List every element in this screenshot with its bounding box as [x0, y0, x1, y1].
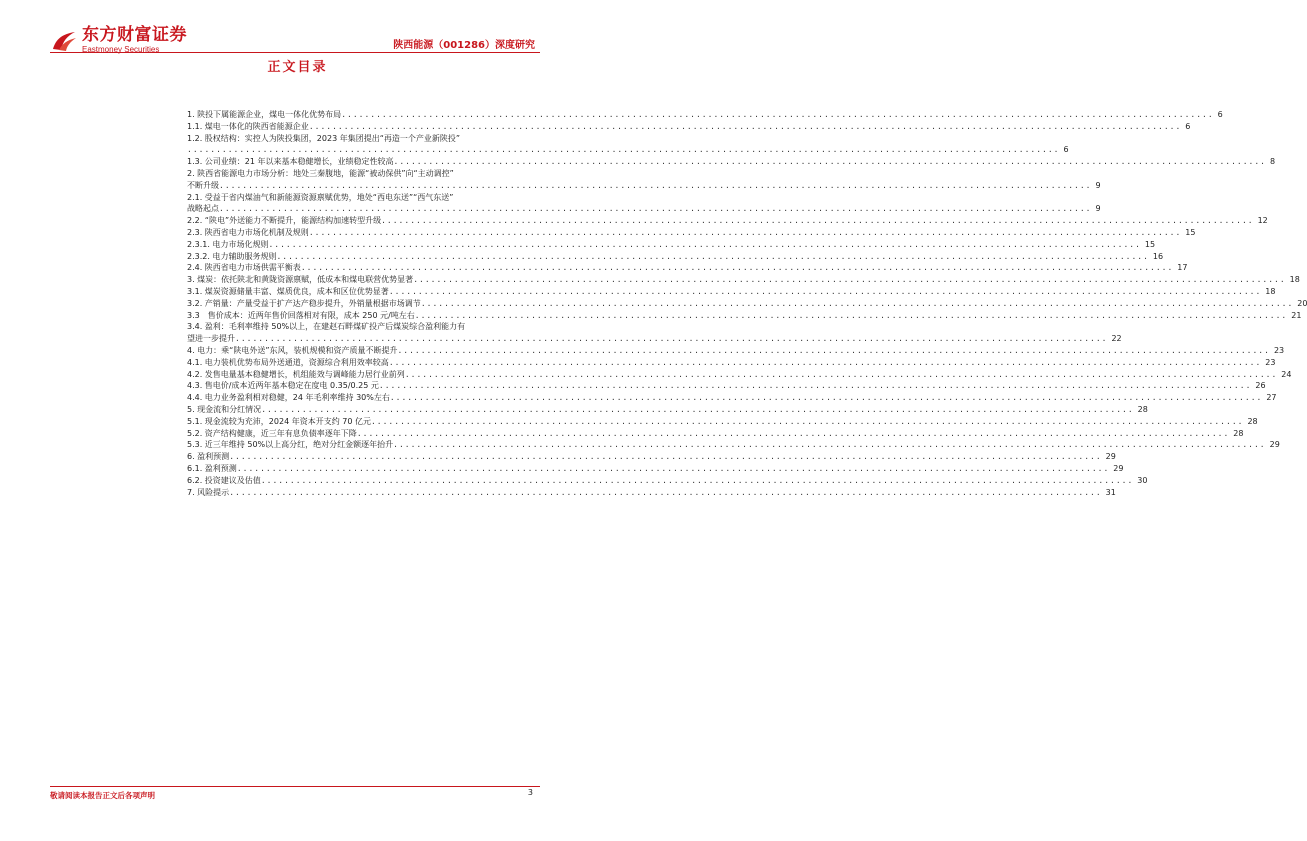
toc-entry[interactable]: [187, 144, 1069, 156]
toc-page-number: 15: [1144, 239, 1156, 249]
toc-page-number: 21: [1291, 310, 1302, 320]
toc-dot-leader: [371, 416, 1243, 428]
toc-entry[interactable]: [187, 227, 1196, 239]
logo-english-name: Eastmoney Securities: [82, 45, 160, 54]
toc-page-number: 17: [1177, 263, 1188, 273]
toc-dot-leader: [237, 463, 1109, 475]
toc-entry[interactable]: [187, 439, 1280, 451]
header-divider: [50, 52, 540, 53]
toc-page-number: 12: [1257, 216, 1268, 226]
toc-dot-leader: [413, 274, 1285, 286]
toc-entry-text: 3.1. 煤炭资源储量丰富、煤质优良，成本和区位优势显著: [187, 286, 389, 296]
toc-entry[interactable]: [187, 369, 1292, 381]
toc-page-number: 29: [1269, 440, 1280, 450]
toc-page-number: 27: [1266, 393, 1277, 403]
page-title: 正文目录: [267, 60, 328, 75]
toc-page-number: 16: [1152, 251, 1164, 261]
company-logo: [50, 27, 187, 54]
toc-entry[interactable]: [187, 357, 1276, 369]
toc-entry[interactable]: [187, 463, 1124, 475]
toc-dot-leader: [268, 239, 1140, 251]
table-of-contents: [187, 109, 1307, 498]
toc-entry-text: 3.3 售价成本：近两年售价回落相对有限，成本 250 元/吨左右: [187, 310, 415, 320]
toc-page-number: 9: [1095, 180, 1101, 190]
toc-entry-text: 6. 盈利预测: [187, 452, 230, 462]
toc-page-number: 6: [1217, 110, 1223, 119]
toc-entry-text[interactable]: 3.4. 盈利：毛利率维持 50%以上，在建赵石畔煤矿投产后煤炭综合盈利能力有: [187, 322, 466, 332]
toc-page-number: 9: [1095, 204, 1101, 214]
toc-entry-text: 2.3. 陕西省电力市场化机制及规则: [187, 227, 309, 237]
toc-dot-leader: [397, 345, 1269, 357]
toc-entry-text: 4. 电力：乘“陕电外送”东风，装机规模和资产质量不断提升: [187, 345, 398, 355]
toc-dot-leader: [341, 109, 1213, 121]
toc-entry[interactable]: [187, 215, 1268, 227]
toc-page-number: 23: [1273, 345, 1285, 355]
toc-entry-text: 2.3.2. 电力辅助服务规则: [187, 251, 277, 261]
toc-entry[interactable]: [187, 416, 1258, 428]
toc-entry-text: 2.4. 陕西省电力市场供需平衡表: [187, 263, 301, 273]
toc-entry-text: 4.4. 电力业务盈利相对稳健，24 年毛利率维持 30%左右: [187, 393, 390, 403]
toc-entry-text[interactable]: 2. 陕西省能源电力市场分析：地处三秦腹地，能源“被动保供”向“主动调控”: [187, 168, 454, 178]
toc-entry[interactable]: [187, 380, 1266, 392]
toc-entry[interactable]: [187, 180, 1101, 192]
toc-entry-text: 7. 风险提示: [187, 487, 230, 497]
toc-dot-leader: [357, 428, 1229, 440]
toc-entry[interactable]: [187, 109, 1223, 121]
toc-page-number: 30: [1137, 475, 1148, 485]
footer-disclaimer: 敬请阅读本报告正文后各项声明: [50, 791, 155, 800]
toc-page-number: 22: [1111, 334, 1122, 344]
toc-entry-text: 6.2. 投资建议及估值: [187, 475, 261, 485]
toc-dot-leader: [390, 392, 1262, 404]
toc-entry-text: 6.1. 盈利预测: [187, 463, 237, 473]
toc-entry-text: 1.3. 公司业绩：21 年以来基本稳健增长，业绩稳定性较高: [187, 157, 394, 167]
toc-entry-text: 3. 煤炭：依托陕北和黄陇资源禀赋，低成本和煤电联营优势显著: [187, 275, 414, 285]
toc-page-number: 8: [1270, 157, 1276, 167]
toc-page-number: 31: [1105, 487, 1116, 497]
toc-dot-leader: [229, 451, 1101, 463]
toc-dot-leader: [235, 333, 1107, 345]
toc-entry-text: 5.1. 现金流较为充沛，2024 年资本开支约 70 亿元: [187, 416, 371, 426]
toc-entry-text: 5.2. 资产结构健康，近三年有息负债率逐年下降: [187, 428, 357, 438]
toc-page-number: 24: [1281, 369, 1292, 379]
toc-page-number: 6: [1063, 145, 1069, 155]
toc-dot-leader: [229, 487, 1101, 499]
toc-entry[interactable]: [187, 487, 1116, 499]
toc-dot-leader: [421, 298, 1293, 310]
toc-dot-leader: [187, 144, 1059, 156]
footer-divider: [50, 786, 540, 787]
toc-dot-leader: [219, 180, 1091, 192]
page-number: 3: [527, 788, 533, 797]
toc-dot-leader: [309, 121, 1181, 133]
toc-entry[interactable]: [187, 274, 1300, 286]
toc-page-number: 6: [1185, 121, 1191, 131]
toc-entry[interactable]: [187, 392, 1277, 404]
toc-entry[interactable]: [187, 286, 1276, 298]
logo-chinese-name: 东方财富证券: [82, 25, 187, 45]
toc-dot-leader: [379, 380, 1251, 392]
toc-page-number: 20: [1297, 298, 1307, 308]
toc-entry-text: 4.3. 售电价/成本近两年基本稳定在度电 0.35/0.25 元: [187, 381, 379, 391]
toc-page-number: 29: [1113, 463, 1124, 473]
toc-entry[interactable]: [187, 333, 1122, 345]
toc-page-number: 15: [1185, 227, 1196, 237]
toc-page-number: 18: [1265, 286, 1276, 296]
toc-page-number: 26: [1255, 381, 1266, 391]
toc-entry[interactable]: [187, 203, 1101, 215]
toc-entry-text: 2.3.1. 电力市场化规则: [187, 239, 269, 249]
toc-entry[interactable]: [187, 404, 1148, 416]
toc-entry[interactable]: [187, 298, 1307, 310]
toc-page-number: 28: [1137, 404, 1148, 414]
toc-entry[interactable]: [187, 451, 1116, 463]
eastmoney-logo-icon: [50, 29, 78, 53]
toc-entry-text: 5. 现金流和分红情况: [187, 404, 262, 414]
toc-entry[interactable]: [187, 156, 1276, 168]
toc-dot-leader: [276, 251, 1148, 263]
toc-entry[interactable]: [187, 251, 1164, 263]
toc-dot-leader: [415, 310, 1287, 322]
toc-entry[interactable]: [187, 262, 1188, 274]
toc-entry-text: 4.2. 发售电量基本稳健增长，机组能效与调峰能力居行业前列: [187, 369, 405, 379]
toc-entry[interactable]: [187, 310, 1302, 322]
toc-entry[interactable]: [187, 239, 1156, 251]
toc-entry-text[interactable]: 2.1. 受益于省内煤油气和新能源资源禀赋优势，地处“西电东送”“西气东送”: [187, 192, 454, 202]
toc-entry-continuation: 望进一步提升: [187, 334, 235, 344]
toc-page-number: 28: [1247, 416, 1258, 426]
toc-dot-leader: [301, 262, 1173, 274]
toc-entry[interactable]: [187, 121, 1191, 133]
report-title: 陕西能源（001286）深度研究: [393, 40, 535, 51]
toc-entry-continuation: 不断升级: [187, 180, 219, 190]
toc-entry-continuation: 战略起点: [187, 204, 219, 214]
toc-page-number: 23: [1265, 357, 1276, 367]
toc-dot-leader: [394, 156, 1266, 168]
toc-dot-leader: [405, 369, 1277, 381]
toc-dot-leader: [219, 203, 1091, 215]
toc-page-number: 18: [1289, 275, 1300, 285]
toc-page-number: 29: [1105, 452, 1116, 462]
toc-entry[interactable]: [187, 345, 1285, 357]
toc-entry-text: 2.2. “陕电”外送能力不断提升，能源结构加速转型升级: [187, 216, 382, 226]
toc-entry-text[interactable]: 1.2. 股权结构：实控人为陕投集团，2023 年集团提出“再造一个产业新陕投”: [187, 133, 460, 143]
toc-entry-text: 3.2. 产销量：产量受益于扩产达产稳步提升，外销量根据市场调节: [187, 298, 421, 308]
toc-entry[interactable]: [187, 428, 1244, 440]
toc-entry-text: 1. 陕投下属能源企业，煤电一体化优势布局: [187, 110, 342, 119]
toc-entry-text: 1.1. 煤电一体化的陕西省能源企业: [187, 121, 309, 131]
toc-dot-leader: [393, 439, 1265, 451]
toc-dot-leader: [389, 357, 1261, 369]
toc-dot-leader: [381, 215, 1253, 227]
toc-entry-text: 5.3. 近三年维持 50%以上高分红，绝对分红金额逐年抬升: [187, 440, 394, 450]
toc-entry[interactable]: [187, 475, 1148, 487]
toc-dot-leader: [389, 286, 1261, 298]
toc-dot-leader: [261, 475, 1133, 487]
toc-page-number: 28: [1233, 428, 1244, 438]
toc-entry-text: 4.1. 电力装机优势布局外送通道，资源综合利用效率较高: [187, 357, 389, 367]
toc-dot-leader: [261, 404, 1133, 416]
toc-dot-leader: [309, 227, 1181, 239]
